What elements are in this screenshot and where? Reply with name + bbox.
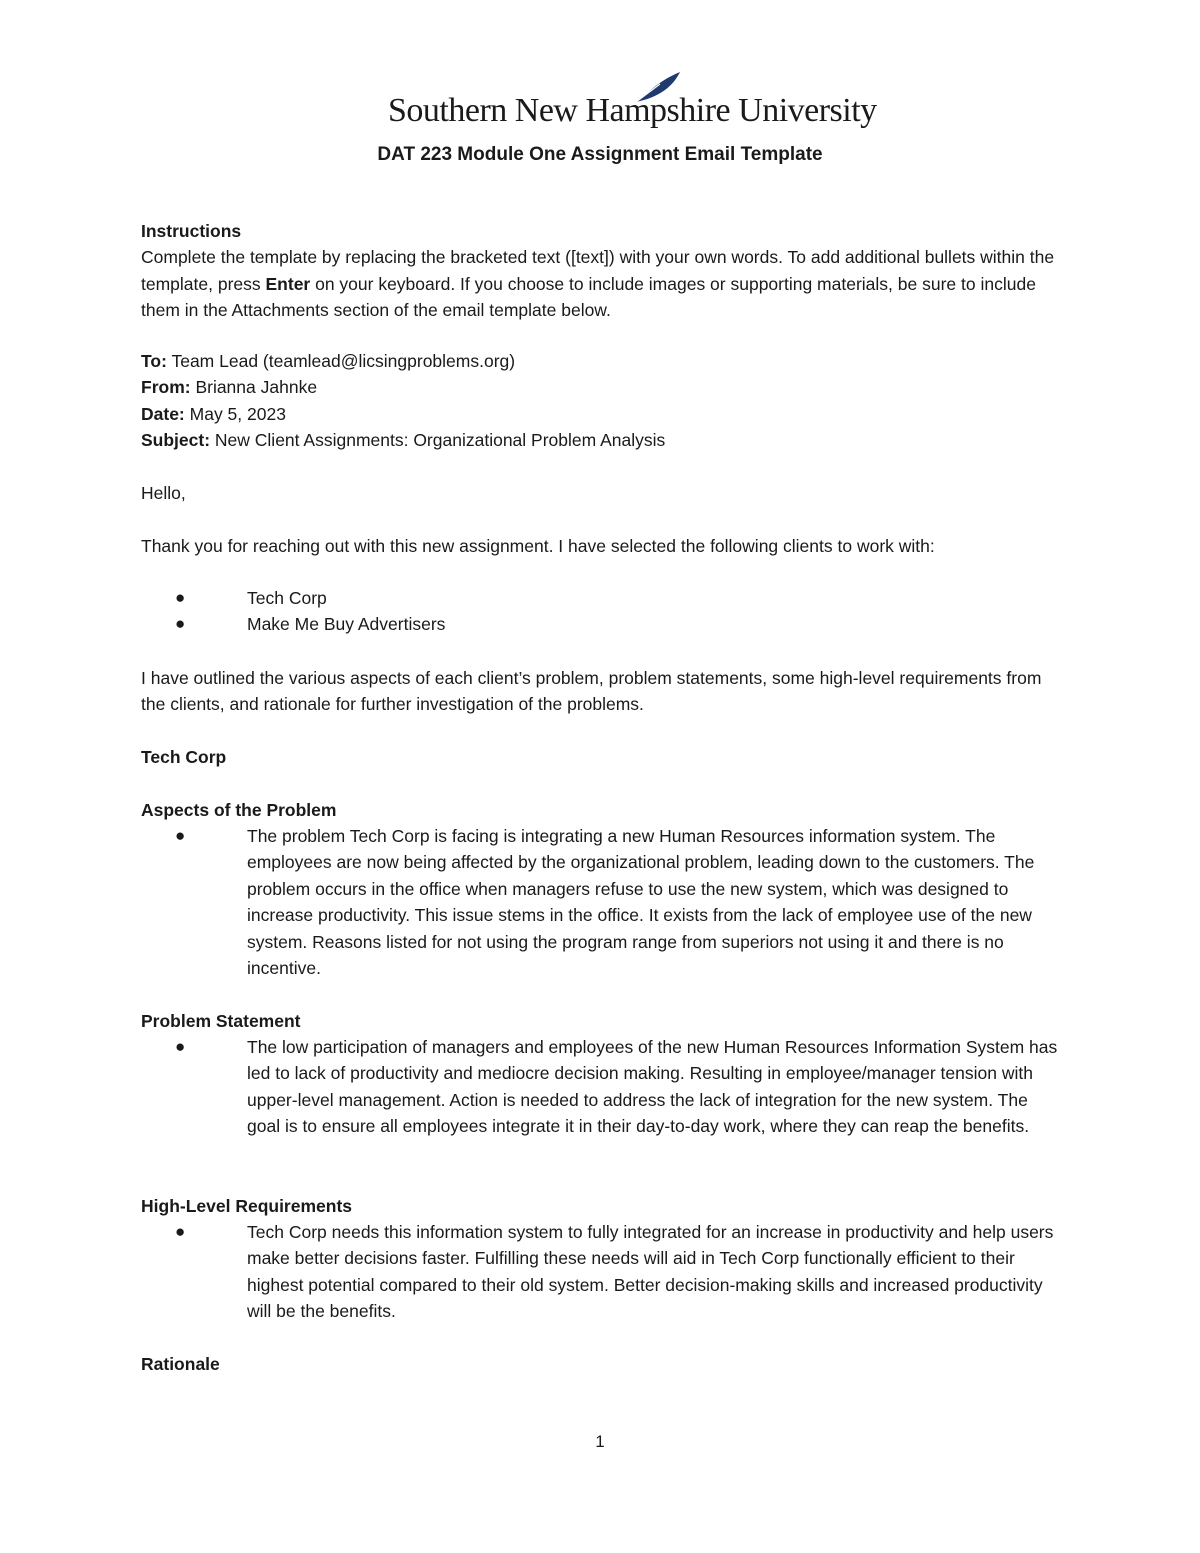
outline-paragraph: I have outlined the various aspects of each client’s problem, problem statements, some high-level requirements from the clients, and rationale for further investigation of the problems. [141, 668, 1042, 715]
aspects-heading: Aspects of the Problem [141, 800, 337, 820]
page-number: 1 [595, 1432, 605, 1451]
date-line [141, 401, 1061, 427]
instructions-text [141, 244, 1061, 323]
rationale-heading: Rationale [141, 1354, 220, 1374]
university-logo [388, 70, 877, 132]
to-line [141, 348, 1061, 374]
from-value: Brianna Jahnke [190, 377, 318, 398]
bullet-icon: ● [175, 614, 186, 634]
problem-statement-text: The low participation of managers and employees of the new Human Resources Information System has led to lack of productivity and mediocre decision making. Resulting in employee/manager tension with upper-level management. Action is needed to address the lack of integration for the new system. The goal is to ensure all employees integrate it in their day-to-day work, where they can reap the benefits. [247, 1037, 1058, 1137]
to-value: Team Lead (teamlead@licsingproblems.org) [166, 351, 516, 371]
tech-corp-heading: Tech Corp [141, 747, 227, 767]
date-label: Date: [141, 403, 185, 424]
list-item [141, 823, 1061, 981]
instructions-section [141, 218, 1061, 324]
bullet-icon: ● [175, 1222, 186, 1241]
email-header [141, 348, 1061, 454]
instructions-text-part1: Complete the template by replacing the bracketed text ([text]) with your own words. To add additional bullets within the template, press [141, 247, 1055, 294]
to-label: To: [141, 351, 167, 371]
aspects-list [141, 823, 1061, 981]
from-label: From: [141, 377, 191, 398]
instructions-heading: Instructions [141, 221, 242, 241]
subject-label: Subject: [141, 430, 211, 451]
from-line [141, 374, 1061, 400]
problem-statement-heading: Problem Statement [141, 1011, 301, 1031]
enter-key-label: Enter [265, 273, 311, 294]
aspects-text: The problem Tech Corp is facing is integrating a new Human Resources information system. The employees are now being affected by the organizational problem, leading down to the customers. The problem occurs in the office when managers refuse to use the new system, which was designed to increase productivity. This issue stems in the office. It exists from the lack of employee use of the new system. Reasons listed for not using the program range from superiors not using it and there is no incentive. [247, 826, 1035, 979]
subject-line [141, 427, 1061, 453]
requirements-text: Tech Corp needs this information system to fully integrated for an increase in productivity and help users make better decisions faster. Fulfilling these needs will aid in Tech Corp functionally efficient to their highest potential compared to their old system. Better decision-making skills and increased productivity will be the benefits. [247, 1222, 1054, 1322]
intro-paragraph: Thank you for reaching out with this new assignment. I have selected the following clients to work with: [141, 536, 935, 556]
greeting: Hello, [141, 483, 186, 503]
list-item [141, 1034, 1061, 1140]
date-value: May 5, 2023 [184, 403, 286, 424]
bullet-icon: ● [175, 588, 186, 607]
client-name: Make Me Buy Advertisers [247, 614, 446, 635]
page-title: DAT 223 Module One Assignment Email Template [377, 144, 823, 165]
instructions-text-part2: on your keyboard. If you choose to include images or supporting materials, be sure to include them in the Attachments section of the email template below. [141, 273, 1036, 321]
requirements-heading: High-Level Requirements [141, 1196, 353, 1216]
list-item [141, 585, 1061, 611]
subject-value: New Client Assignments: Organizational Problem Analysis [210, 430, 666, 451]
requirements-list [141, 1219, 1061, 1325]
list-item [141, 611, 1061, 637]
client-name: Tech Corp [247, 588, 327, 608]
client-list [141, 585, 1061, 638]
list-item [141, 1219, 1061, 1325]
logo-wordmark: Southern New Hampshire University [388, 92, 877, 129]
bullet-icon: ● [175, 1037, 186, 1056]
problem-statement-list [141, 1034, 1061, 1140]
bullet-icon: ● [175, 826, 186, 845]
